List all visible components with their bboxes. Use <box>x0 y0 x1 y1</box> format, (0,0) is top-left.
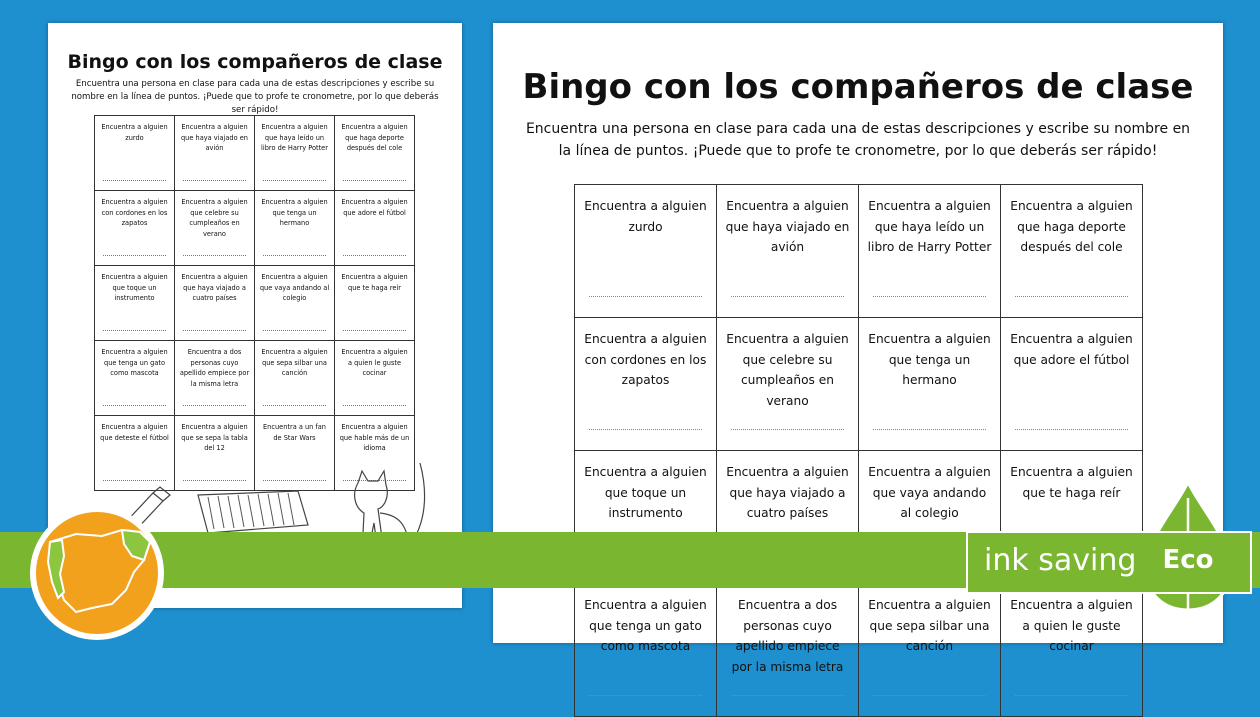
name-dotted-line[interactable] <box>183 405 246 406</box>
bingo-cell-text: Encuentra a dos personas cuyo apellido empiece por la misma letra <box>731 598 844 674</box>
name-dotted-line[interactable] <box>263 255 326 256</box>
bingo-cell <box>95 416 175 491</box>
name-dotted-line[interactable] <box>183 330 246 331</box>
name-dotted-line[interactable] <box>1015 296 1128 297</box>
bingo-cell <box>255 266 335 341</box>
name-dotted-line[interactable] <box>589 695 702 696</box>
bingo-cell <box>175 116 255 191</box>
name-dotted-line[interactable] <box>731 296 844 297</box>
name-dotted-line[interactable] <box>1015 695 1128 696</box>
name-dotted-line[interactable] <box>873 429 986 430</box>
bingo-cell <box>95 116 175 191</box>
bingo-cell-text: Encuentra a alguien que sepa silbar una canción <box>261 348 328 377</box>
thumbnail-bingo-grid <box>94 115 415 491</box>
bingo-cell <box>175 191 255 266</box>
name-dotted-line[interactable] <box>103 330 166 331</box>
spain-map-badge <box>30 506 164 640</box>
bingo-cell-text: Encuentra a alguien que toque un instrumento <box>101 273 168 302</box>
bingo-cell <box>859 318 1001 451</box>
bingo-cell <box>575 584 717 717</box>
bingo-cell <box>255 416 335 491</box>
name-dotted-line[interactable] <box>343 180 406 181</box>
bingo-cell <box>717 185 859 318</box>
name-dotted-line[interactable] <box>263 405 326 406</box>
name-dotted-line[interactable] <box>343 330 406 331</box>
bingo-cell-text: Encuentra a alguien que te haga reír <box>341 273 408 292</box>
bingo-cell <box>335 191 415 266</box>
bingo-cell-text: Encuentra a alguien que haya viajado a cuatro países <box>726 465 849 520</box>
bingo-cell-text: Encuentra a alguien que hable más de un idioma <box>339 423 410 452</box>
bingo-cell-text: Encuentra a alguien que haga deporte después del cole <box>1010 199 1133 254</box>
bingo-cell-text: Encuentra a alguien que adore el fútbol <box>341 198 408 217</box>
name-dotted-line[interactable] <box>873 296 986 297</box>
bingo-cell-text: Encuentra a alguien que haga deporte después del cole <box>341 123 408 152</box>
bingo-cell <box>717 584 859 717</box>
bingo-cell-text: Encuentra a alguien que tenga un hermano <box>868 332 991 387</box>
bingo-cell-text: Encuentra a alguien que tenga un hermano <box>261 198 328 227</box>
name-dotted-line[interactable] <box>103 255 166 256</box>
bingo-cell <box>175 416 255 491</box>
bingo-cell <box>175 341 255 416</box>
bingo-cell <box>255 191 335 266</box>
name-dotted-line[interactable] <box>103 480 166 481</box>
bingo-cell <box>859 584 1001 717</box>
bingo-cell <box>859 185 1001 318</box>
name-dotted-line[interactable] <box>183 255 246 256</box>
name-dotted-line[interactable] <box>731 429 844 430</box>
bingo-cell-text: Encuentra a alguien que tenga un gato como mascota <box>101 348 168 377</box>
bingo-cell-text: Encuentra a alguien que tenga un gato como mascota <box>584 598 707 653</box>
bingo-cell-text: Encuentra a dos personas cuyo apellido empiece por la misma letra <box>179 348 250 388</box>
ink-saving-label: ink saving <box>984 543 1137 578</box>
name-dotted-line[interactable] <box>183 480 246 481</box>
bingo-cell-text: Encuentra a alguien que vaya andando al colegio <box>868 465 991 520</box>
worksheet-title: Bingo con los compañeros de clase <box>522 67 1194 107</box>
name-dotted-line[interactable] <box>103 180 166 181</box>
name-dotted-line[interactable] <box>589 296 702 297</box>
bingo-cell <box>1001 584 1143 717</box>
bingo-cell-text: Encuentra a alguien que haya viajado a cuatro países <box>181 273 248 302</box>
thumbnail-title: Bingo con los compañeros de clase <box>67 51 443 73</box>
bingo-cell-text: Encuentra a alguien que adore el fútbol <box>1010 332 1133 367</box>
worksheet-instructions: Encuentra una persona en clase para cada una de estas descripciones y escribe su nombre en la línea de puntos. ¡Puede que to profe te cronometre, por lo que deberás ser rápido! <box>525 121 1191 159</box>
bingo-cell-text: Encuentra a alguien a quien le guste cocinar <box>341 348 408 377</box>
bingo-cell <box>335 341 415 416</box>
name-dotted-line[interactable] <box>343 405 406 406</box>
bingo-cell <box>255 341 335 416</box>
name-dotted-line[interactable] <box>343 255 406 256</box>
name-dotted-line[interactable] <box>731 695 844 696</box>
bingo-cell <box>95 191 175 266</box>
bingo-cell-text: Encuentra a alguien que te haga reír <box>1010 465 1133 500</box>
bingo-cell <box>575 318 717 451</box>
bingo-cell-text: Encuentra a alguien zurdo <box>584 199 707 234</box>
bingo-cell <box>255 116 335 191</box>
bingo-grid <box>574 184 1143 717</box>
spain-map-icon <box>36 512 158 634</box>
name-dotted-line[interactable] <box>183 180 246 181</box>
eco-label: Eco <box>1162 545 1214 575</box>
thumbnail-instructions: Encuentra una persona en clase para cada una de estas descripciones y escribe su nombre en la línea de puntos. ¡Puede que to profe te cronometre, por lo que deberás ser rápido! <box>71 79 439 115</box>
bingo-cell <box>575 185 717 318</box>
bingo-cell-text: Encuentra a alguien que se sepa la tabla del 12 <box>181 423 248 452</box>
bingo-cell-text: Encuentra a alguien a quien le guste cocinar <box>1010 598 1133 653</box>
bingo-cell <box>95 266 175 341</box>
bingo-cell-text: Encuentra a alguien que sepa silbar una canción <box>868 598 991 653</box>
bingo-cell-text: Encuentra a alguien que haya leído un libro de Harry Potter <box>867 199 992 254</box>
name-dotted-line[interactable] <box>263 480 326 481</box>
bingo-cell <box>717 318 859 451</box>
bingo-cell-text: Encuentra a alguien zurdo <box>101 123 168 142</box>
bingo-cell <box>335 266 415 341</box>
name-dotted-line[interactable] <box>263 330 326 331</box>
bingo-cell-text: Encuentra a alguien que deteste el fútbol <box>100 423 169 442</box>
bingo-cell <box>335 116 415 191</box>
bingo-cell-text: Encuentra a un fan de Star Wars <box>263 423 326 442</box>
bingo-cell-text: Encuentra a alguien que celebre su cumpleaños en verano <box>726 332 849 408</box>
bingo-cell-text: Encuentra a alguien que celebre su cumpleaños en verano <box>181 198 248 238</box>
bingo-cell-text: Encuentra a alguien con cordones en los zapatos <box>584 332 707 387</box>
name-dotted-line[interactable] <box>589 429 702 430</box>
bingo-cell-text: Encuentra a alguien que haya viajado en avión <box>725 199 850 254</box>
bingo-cell-text: Encuentra a alguien que vaya andando al colegio <box>259 273 330 302</box>
name-dotted-line[interactable] <box>873 695 986 696</box>
bingo-cell-text: Encuentra a alguien que haya viajado en avión <box>181 123 248 152</box>
bingo-cell <box>175 266 255 341</box>
name-dotted-line[interactable] <box>103 405 166 406</box>
bingo-cell <box>95 341 175 416</box>
bingo-cell-text: Encuentra a alguien con cordones en los zapatos <box>101 198 168 227</box>
bingo-cell-text: Encuentra a alguien que toque un instrumento <box>584 465 707 520</box>
bingo-cell <box>1001 318 1143 451</box>
bingo-cell-text: Encuentra a alguien que haya leído un libro de Harry Potter <box>261 123 328 152</box>
bingo-cell <box>1001 185 1143 318</box>
name-dotted-line[interactable] <box>263 180 326 181</box>
name-dotted-line[interactable] <box>1015 429 1128 430</box>
